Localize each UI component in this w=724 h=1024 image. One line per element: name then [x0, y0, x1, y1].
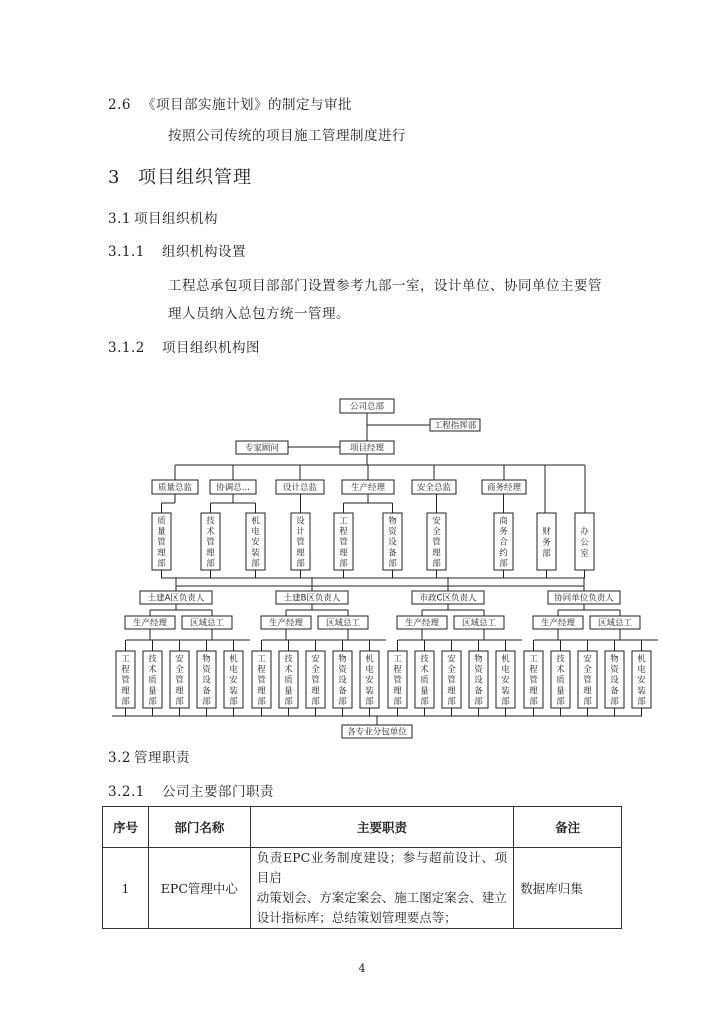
org-box-char: 质: [148, 675, 157, 686]
org-box-char: 部: [529, 696, 538, 707]
org-box-char: 电: [501, 665, 510, 676]
org-box-char: 部: [542, 548, 551, 559]
org-box-char: 质: [284, 675, 293, 686]
org-box-char: 术: [284, 665, 293, 676]
section-number: 3.1: [108, 211, 131, 227]
org-box-char: 理: [447, 686, 456, 697]
org-box-zone-dept: [551, 651, 570, 708]
org-box-char: 物: [388, 516, 397, 527]
table-row: [103, 848, 622, 929]
org-box-char: 安: [501, 675, 510, 686]
org-box-char: 设: [388, 537, 397, 548]
org-box-char: 机: [637, 654, 646, 665]
duty-line: 动策划会、方案定案会、施工图定案会、建立: [256, 890, 507, 905]
org-box-char: 管: [121, 675, 130, 686]
org-box-label: 区域总工: [461, 618, 497, 629]
org-box-zone: [140, 591, 212, 604]
org-box-char: 物: [474, 654, 483, 665]
org-box-char: 质: [420, 675, 429, 686]
org-box-char: 工: [393, 654, 402, 665]
org-box-department: [575, 513, 594, 570]
org-box-label: 质量总监: [157, 483, 193, 493]
duty-line: 设计指标库；总结策划管理要点等；: [256, 910, 457, 925]
org-box-char: 理: [206, 548, 215, 559]
table-header-row: [103, 807, 622, 848]
org-box-char: 约: [499, 548, 508, 559]
org-box-char: 资: [610, 665, 619, 676]
org-box-char: 理: [175, 686, 184, 697]
org-box-char: 安: [432, 516, 441, 527]
org-box-level2: [152, 480, 198, 494]
section-title: 公司主要部门职责: [162, 784, 274, 800]
org-box-command: [430, 419, 480, 431]
org-box-label: 项目经理: [349, 443, 385, 454]
section-number: 3.2.1: [108, 784, 145, 800]
section-title: 管理职责: [134, 750, 190, 766]
org-box-char: 量: [420, 686, 429, 697]
org-box-char: 全: [432, 527, 441, 538]
org-box-label: 区域总工: [189, 618, 225, 629]
cell-dept: EPC管理中心: [148, 848, 250, 929]
org-box-label: 生产经理: [540, 618, 576, 629]
org-box-char: 部: [474, 696, 483, 707]
org-box-char: 装: [637, 686, 646, 697]
org-box-char: 技: [284, 654, 293, 665]
org-box-department: [537, 513, 556, 570]
section-title: 组织机构设置: [162, 244, 246, 260]
org-box-char: 部: [311, 696, 320, 707]
org-box-char: 务: [542, 537, 551, 548]
org-box-char: 财: [542, 526, 551, 537]
org-box-char: 部: [284, 696, 293, 707]
org-box-level2: [412, 480, 456, 494]
org-box-char: 部: [499, 558, 508, 569]
org-box-char: 技: [206, 516, 215, 527]
org-box-char: 备: [474, 686, 483, 697]
org-box-label: 商务经理: [486, 483, 522, 493]
cell-duty: [250, 848, 513, 929]
org-box-label: 生产经理: [350, 483, 386, 493]
org-box-char: 装: [365, 686, 374, 697]
org-box-char: 备: [338, 686, 347, 697]
section-number: 2.6: [108, 97, 131, 113]
org-box-level2: [210, 480, 256, 494]
org-box-label: 生产经理: [268, 618, 304, 629]
org-box-zone: [276, 591, 348, 604]
org-box-char: 部: [388, 558, 397, 569]
org-box-char: 理: [311, 686, 320, 697]
org-box-char: 电: [229, 665, 238, 676]
org-box-zone-sub: [125, 616, 175, 629]
org-box-char: 部: [637, 696, 646, 707]
org-box-char: 部: [339, 558, 348, 569]
org-box-zone-sub: [182, 616, 232, 629]
org-box-zone-dept: [170, 651, 189, 708]
header-duty: 主要职责: [250, 807, 513, 848]
org-box-char: 部: [296, 558, 305, 569]
org-box-zone-sub: [261, 616, 311, 629]
org-box-department: [246, 513, 265, 570]
org-box-char: 资: [338, 665, 347, 676]
org-box-zone: [412, 591, 484, 604]
org-box-char: 术: [206, 527, 215, 538]
org-box-zone-dept: [632, 651, 651, 708]
org-box-char: 管: [393, 675, 402, 686]
org-box-char: 理: [257, 686, 266, 697]
org-box-level2: [342, 480, 394, 494]
org-box-char: 全: [311, 665, 320, 676]
org-box-department: [201, 513, 220, 570]
org-box-char: 全: [583, 665, 592, 676]
org-box-char: 合: [499, 537, 508, 548]
org-box-zone-dept: [116, 651, 135, 708]
cell-note: 数据库归集: [514, 848, 622, 929]
org-box-char: 管: [311, 675, 320, 686]
org-box-zone-sub: [318, 616, 368, 629]
org-box-char: 设: [610, 675, 619, 686]
org-box-zone-dept: [143, 651, 162, 708]
org-box-char: 理: [529, 686, 538, 697]
org-box-label: 设计总监: [282, 483, 318, 493]
org-box-char: 量: [148, 686, 157, 697]
org-box-label: 协调总...: [216, 483, 250, 493]
org-box-label: 市政C区负责人: [419, 593, 477, 604]
org-box-label: 各专业分包单位: [347, 727, 407, 738]
org-box-char: 部: [610, 696, 619, 707]
paragraph: 按照公司传统的项目施工管理制度进行: [168, 128, 406, 144]
org-box-char: 安: [637, 675, 646, 686]
org-box-char: 安: [175, 654, 184, 665]
section-title: 项目组织管理: [138, 167, 252, 188]
org-box-department: [334, 513, 353, 570]
org-box-char: 部: [393, 696, 402, 707]
org-box-hq: [340, 399, 394, 413]
section-3-heading: [108, 163, 252, 189]
org-box-char: 安: [251, 537, 260, 548]
cell-no: 1: [103, 848, 149, 929]
org-box-char: 部: [206, 558, 215, 569]
org-box-char: 资: [474, 665, 483, 676]
org-box-char: 程: [121, 665, 130, 676]
org-box-zone-dept: [496, 651, 515, 708]
org-box-char: 设: [202, 675, 211, 686]
org-box-label: 专家顾问: [244, 443, 280, 454]
org-box-char: 量: [284, 686, 293, 697]
org-box-char: 机: [229, 654, 238, 665]
org-box-char: 电: [637, 665, 646, 676]
org-box-zone-sub: [397, 616, 447, 629]
org-box-char: 设: [296, 516, 305, 527]
org-box-label: 协同单位负责人: [554, 593, 614, 604]
org-box-char: 量: [556, 686, 565, 697]
org-box-char: 程: [393, 665, 402, 676]
org-box-char: 装: [501, 686, 510, 697]
org-box-char: 资: [388, 527, 397, 538]
org-box-char: 公: [580, 537, 589, 548]
org-box-char: 管: [583, 675, 592, 686]
org-box-zone-dept: [605, 651, 624, 708]
org-box-subcontractors: [342, 725, 412, 738]
org-box-char: 技: [148, 654, 157, 665]
org-box-zone: [548, 591, 620, 604]
duty-line: 负责EPC业务制度建设；参与超前设计、项目启: [256, 850, 508, 885]
org-box-label: 土建B区负责人: [283, 593, 341, 604]
org-box-char: 质: [157, 516, 166, 527]
org-box-char: 理: [339, 548, 348, 559]
org-box-char: 设: [338, 675, 347, 686]
org-box-char: 工: [121, 654, 130, 665]
section-3-1-2-heading: [108, 336, 260, 356]
header-note: 备注: [514, 807, 622, 848]
org-box-char: 理: [157, 548, 166, 559]
org-box-char: 理: [432, 548, 441, 559]
org-box-zone-dept: [197, 651, 216, 708]
org-box-label: 生产经理: [404, 618, 440, 629]
org-box-char: 室: [580, 548, 589, 559]
org-box-char: 工: [339, 516, 348, 527]
org-box-zone-dept: [252, 651, 271, 708]
org-box-char: 术: [148, 665, 157, 676]
org-box-char: 物: [610, 654, 619, 665]
org-box-char: 程: [529, 665, 538, 676]
org-box-char: 部: [556, 696, 565, 707]
org-box-char: 安: [229, 675, 238, 686]
org-box-char: 商: [499, 516, 508, 527]
org-box-char: 物: [338, 654, 347, 665]
org-box-char: 技: [420, 654, 429, 665]
org-box-char: 工: [529, 654, 538, 665]
org-box-char: 务: [499, 527, 508, 538]
org-box-zone-dept: [306, 651, 325, 708]
org-box-char: 部: [338, 696, 347, 707]
org-box-char: 管: [175, 675, 184, 686]
org-box-char: 管: [296, 537, 305, 548]
org-box-char: 备: [202, 686, 211, 697]
org-box-char: 资: [202, 665, 211, 676]
org-box-department: [383, 513, 402, 570]
org-box-char: 管: [257, 675, 266, 686]
org-box-zone-dept: [388, 651, 407, 708]
org-box-char: 安: [365, 675, 374, 686]
header-dept: 部门名称: [148, 807, 250, 848]
org-box-zone-sub: [590, 616, 640, 629]
org-box-department: [427, 513, 446, 570]
org-box-department: [152, 513, 171, 570]
org-box-zone-dept: [224, 651, 243, 708]
org-box-char: 工: [257, 654, 266, 665]
org-box-char: 电: [365, 665, 374, 676]
section-2-6-heading: [108, 93, 352, 113]
org-box-char: 管: [157, 537, 166, 548]
org-box-char: 安: [447, 654, 456, 665]
org-box-char: 全: [447, 665, 456, 676]
org-box-label: 区域总工: [597, 618, 633, 629]
org-box-char: 部: [229, 696, 238, 707]
org-box-char: 部: [251, 558, 260, 569]
org-box-char: 部: [420, 696, 429, 707]
org-box-char: 办: [580, 526, 589, 537]
org-box-zone-dept: [360, 651, 379, 708]
org-box-label: 生产经理: [132, 618, 168, 629]
section-3-2-1-heading: [108, 780, 274, 800]
section-number: 3: [108, 167, 121, 188]
org-box-char: 术: [420, 665, 429, 676]
org-box-label: 土建A区负责人: [147, 593, 205, 604]
header-no: 序号: [103, 807, 149, 848]
page-number: 4: [358, 962, 366, 975]
org-box-char: 机: [501, 654, 510, 665]
section-title: 项目组织机构图: [162, 340, 260, 356]
duties-table: [102, 806, 622, 929]
org-box-zone-sub: [533, 616, 583, 629]
org-box-char: 部: [447, 696, 456, 707]
org-box-char: 质: [556, 675, 565, 686]
org-box-department: [291, 513, 310, 570]
section-3-1-1-heading: [108, 240, 246, 260]
org-box-expert: [236, 441, 288, 454]
org-box-label: 工程指挥部: [433, 421, 477, 431]
org-chart: [0, 380, 724, 750]
org-box-label: 公司总部: [349, 402, 385, 412]
org-box-char: 电: [251, 527, 260, 538]
org-box-zone-dept: [469, 651, 488, 708]
org-box-char: 管: [339, 537, 348, 548]
org-box-char: 理: [296, 548, 305, 559]
org-box-char: 物: [202, 654, 211, 665]
section-number: 3.2: [108, 750, 131, 766]
org-box-char: 部: [121, 696, 130, 707]
org-box-label: 区域总工: [325, 618, 361, 629]
org-box-char: 部: [365, 696, 374, 707]
org-box-char: 设: [474, 675, 483, 686]
paragraph-line: 工程总承包项目部部门设置参考九部一室，设计单位、协同单位主要管: [168, 278, 602, 294]
org-box-char: 部: [202, 696, 211, 707]
org-box-char: 管: [529, 675, 538, 686]
org-box-char: 理: [583, 686, 592, 697]
org-box-char: 管: [206, 537, 215, 548]
org-box-char: 程: [257, 665, 266, 676]
org-box-char: 装: [229, 686, 238, 697]
org-box-zone-dept: [333, 651, 352, 708]
org-box-zone-dept: [442, 651, 461, 708]
org-box-char: 术: [556, 665, 565, 676]
org-box-char: 部: [157, 558, 166, 569]
org-box-char: 部: [432, 558, 441, 569]
org-box-char: 部: [175, 696, 184, 707]
section-3-1-heading: [108, 207, 218, 227]
org-box-char: 理: [393, 686, 402, 697]
section-3-2-heading: [108, 746, 190, 766]
org-box-zone-dept: [279, 651, 298, 708]
org-box-char: 量: [157, 527, 166, 538]
org-box-char: 部: [148, 696, 157, 707]
org-box-level2: [276, 480, 324, 494]
paragraph-line: 理人员纳入总包方统一管理。: [168, 306, 350, 322]
org-box-zone-dept: [524, 651, 543, 708]
org-box-char: 机: [251, 516, 260, 527]
org-box-char: 管: [447, 675, 456, 686]
org-box-char: 理: [121, 686, 130, 697]
org-box-char: 全: [175, 665, 184, 676]
org-box-char: 备: [610, 686, 619, 697]
org-box-char: 技: [556, 654, 565, 665]
section-number: 3.1.2: [108, 340, 145, 356]
org-box-char: 装: [251, 548, 260, 559]
org-box-char: 部: [583, 696, 592, 707]
org-box-char: 安: [583, 654, 592, 665]
org-box-pm: [340, 441, 394, 454]
org-box-char: 安: [311, 654, 320, 665]
org-box-char: 备: [388, 548, 397, 559]
org-box-zone-dept: [578, 651, 597, 708]
org-box-zone-sub: [454, 616, 504, 629]
org-box-label: 安全总监: [416, 483, 452, 493]
org-box-char: 部: [501, 696, 510, 707]
section-title: 项目组织机构: [134, 211, 218, 227]
org-box-level2: [482, 480, 526, 494]
org-box-zone-dept: [415, 651, 434, 708]
section-number: 3.1.1: [108, 244, 145, 260]
org-box-char: 程: [339, 527, 348, 538]
org-box-char: 机: [365, 654, 374, 665]
org-box-char: 部: [257, 696, 266, 707]
section-title: 《项目部实施计划》的制定与审批: [142, 97, 352, 113]
org-box-char: 计: [296, 527, 305, 538]
org-box-char: 管: [432, 537, 441, 548]
org-box-department: [494, 513, 513, 570]
